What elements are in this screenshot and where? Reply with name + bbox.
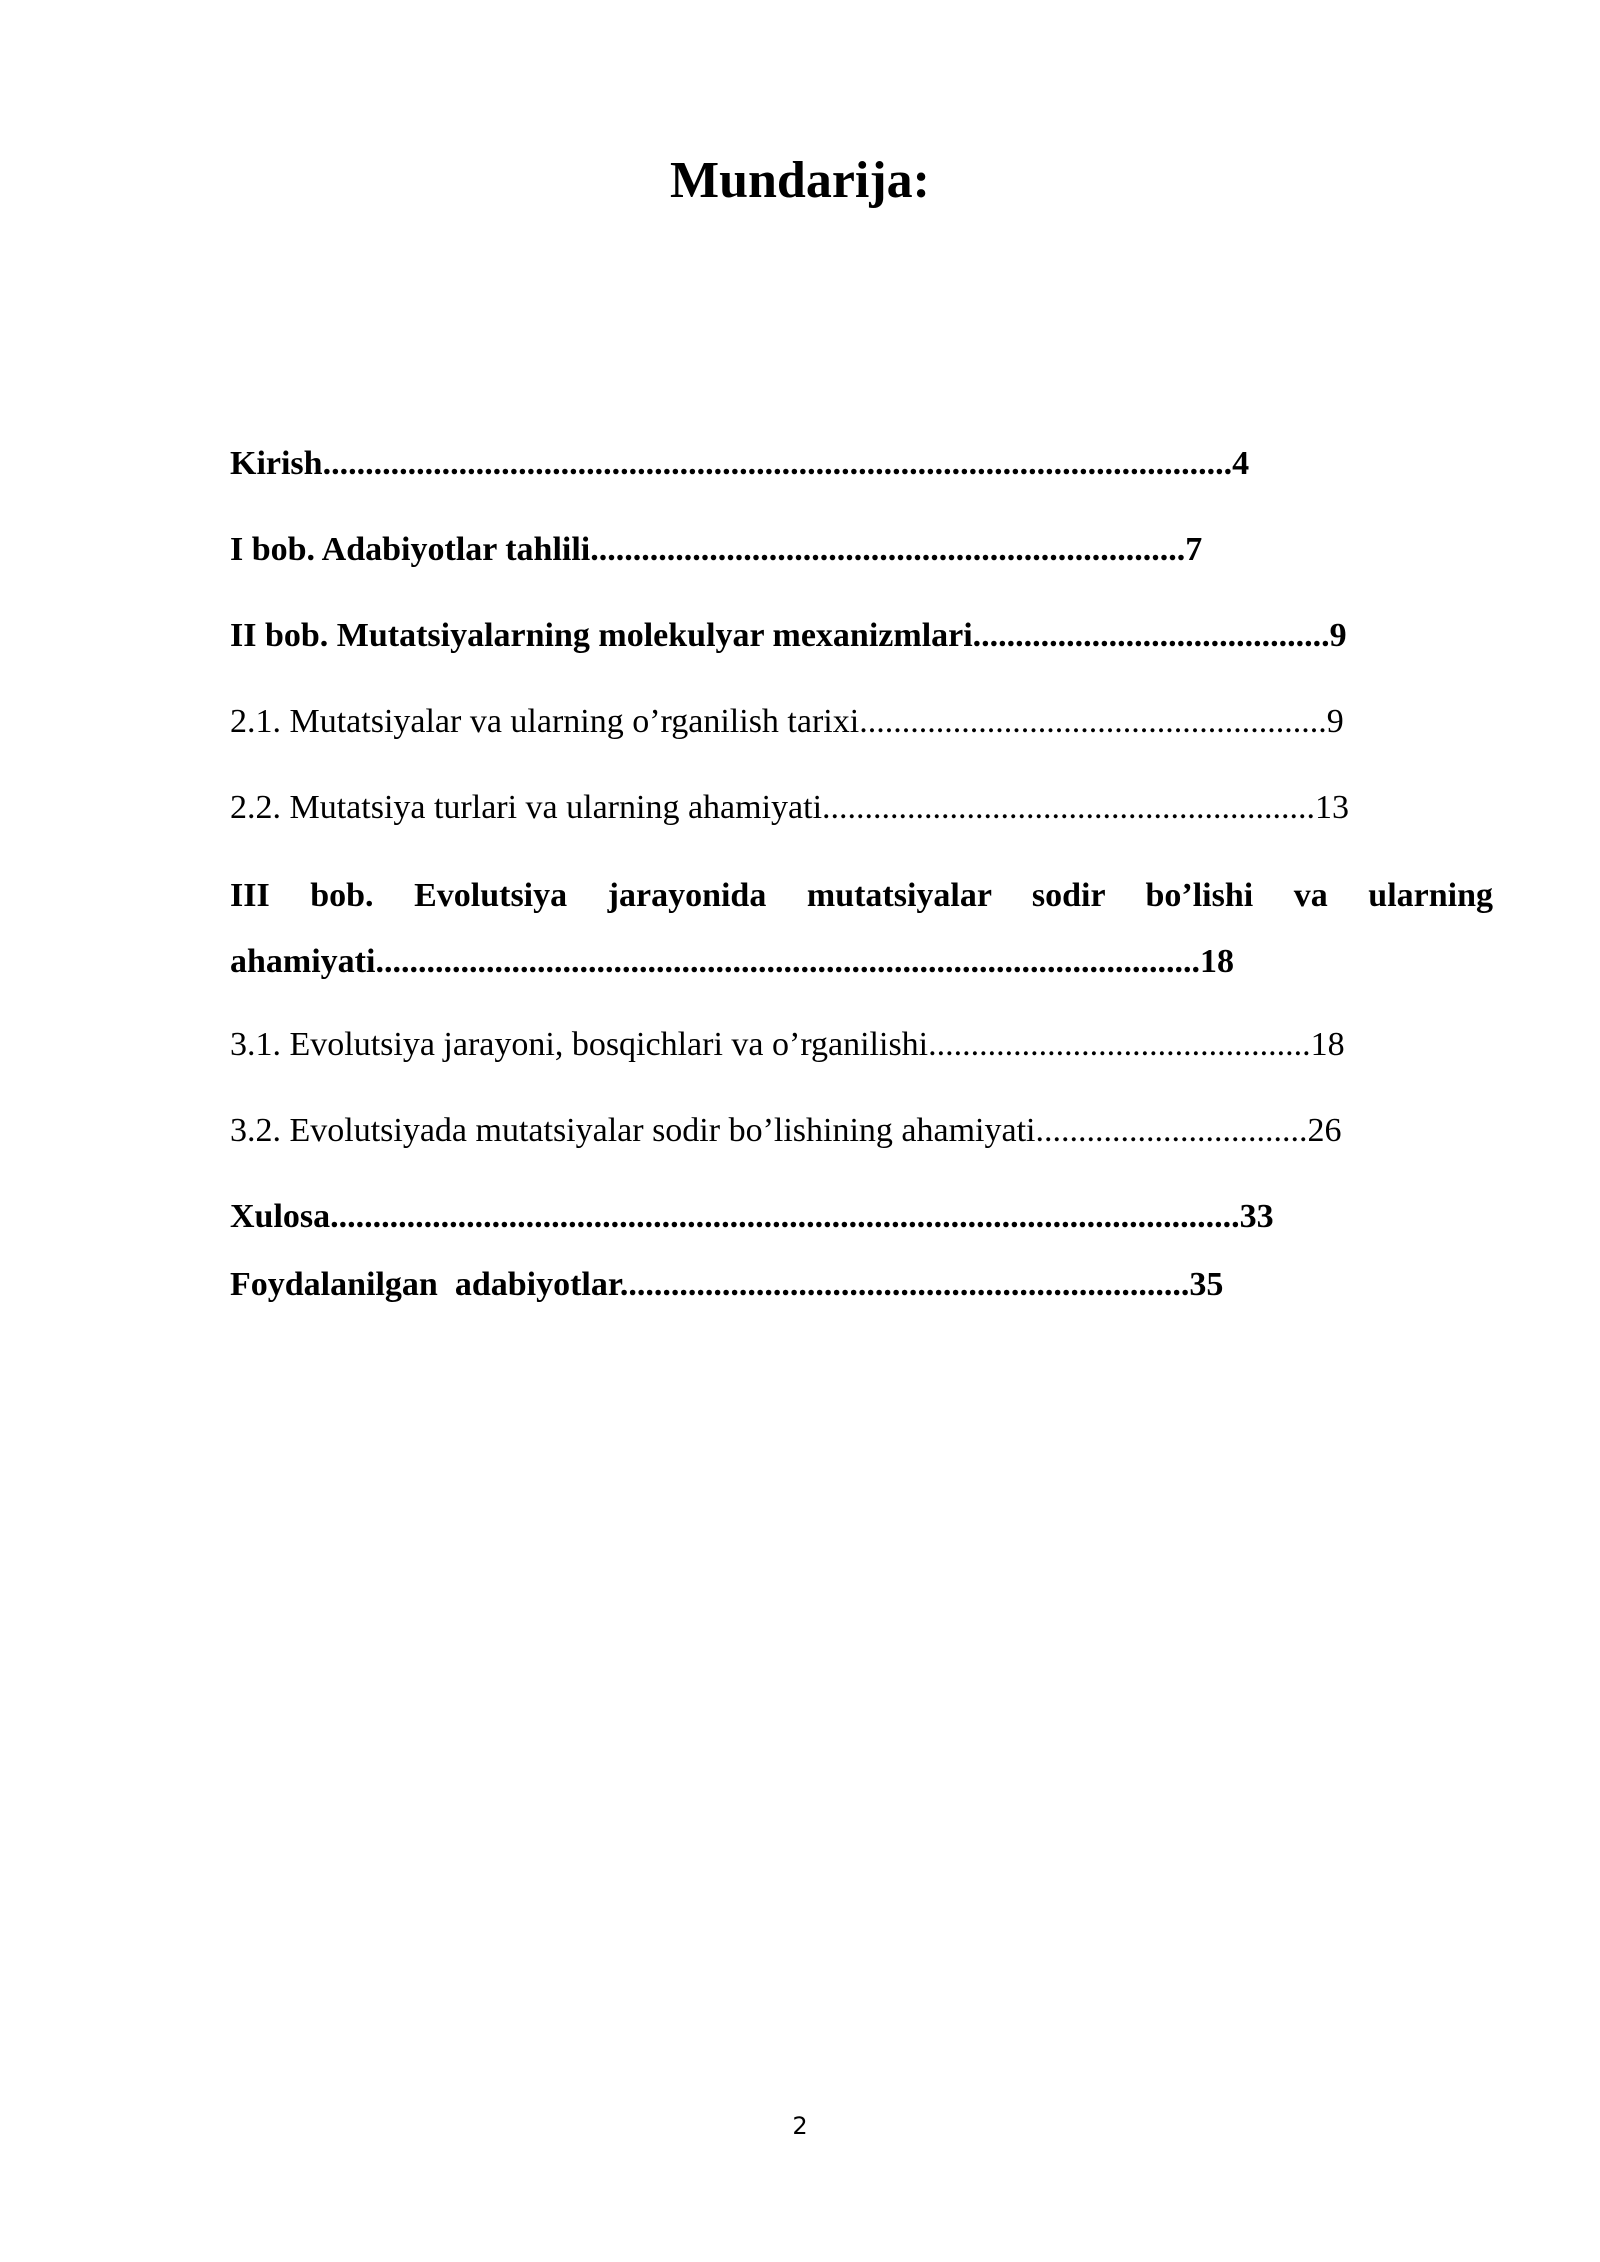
toc-leader-dots: ................................	[1035, 1112, 1308, 1149]
toc-entry-label: I bob. Adabiyotlar tahlili	[230, 531, 591, 568]
toc-page-number: 26	[1307, 1112, 1342, 1149]
toc-entry-label-line-2: ahamiyati	[230, 943, 376, 980]
toc-page-number: 33	[1239, 1198, 1274, 1235]
toc-leader-dots: .................................................................................................	[375, 943, 1200, 980]
toc-entry-section-3-2[interactable]	[230, 1111, 1341, 1151]
toc-page-number: 35	[1189, 1266, 1224, 1303]
toc-entry-label: 2.1. Mutatsiyalar va ularning o’rganilish tarixi	[230, 703, 860, 740]
toc-leader-dots: ......................................................................	[590, 531, 1186, 568]
toc-page-number: 9	[1329, 617, 1347, 654]
toc-page-number: 18	[1310, 1026, 1345, 1063]
toc-entry-section-2-2[interactable]	[230, 788, 1349, 828]
toc-leader-dots: ..........................................................	[822, 789, 1316, 826]
toc-entry-chapter-1[interactable]	[230, 530, 1202, 570]
toc-entry-label: II bob. Mutatsiyalarning molekulyar mexanizmlari	[230, 617, 973, 654]
toc-leader-dots: ...........................................................................................................	[330, 1198, 1240, 1235]
toc-page-number: 18	[1199, 943, 1234, 980]
toc-entry-xulosa[interactable]	[230, 1197, 1274, 1237]
toc-entry-label: 3.2. Evolutsiyada mutatsiyalar sodir bo’lishining ahamiyati	[230, 1112, 1036, 1149]
toc-entry-label: Xulosa	[230, 1198, 331, 1235]
toc-entry-label-line-2-row	[230, 929, 1493, 995]
toc-leader-dots: .......................................................	[859, 703, 1327, 740]
toc-entry-references[interactable]	[230, 1265, 1223, 1305]
toc-entry-section-3-1[interactable]	[230, 1025, 1345, 1065]
page-title: Mundarija:	[670, 152, 930, 209]
toc-page-number: 4	[1232, 445, 1250, 482]
toc-leader-dots: ..........................................	[972, 617, 1330, 654]
toc-entry-label: Kirish	[230, 445, 323, 482]
toc-entry-chapter-2[interactable]	[230, 616, 1347, 656]
page-number: 2	[792, 2112, 808, 2140]
toc-entry-chapter-3[interactable]	[230, 863, 1493, 995]
toc-leader-dots: ...................................................................	[619, 1266, 1190, 1303]
toc-entry-kirish[interactable]	[230, 444, 1249, 484]
toc-entry-label: 3.1. Evolutsiya jarayoni, bosqichlari va o’rganilishi	[230, 1026, 929, 1063]
toc-leader-dots: ...........................................................................................................	[322, 445, 1233, 482]
toc-entry-label: 2.2. Mutatsiya turlari va ularning ahamiyati	[230, 789, 823, 826]
toc-entry-label-line-1: III bob. Evolutsiya jarayonida mutatsiyalar sodir bo’lishi va ularning	[230, 877, 1493, 914]
toc-page-number: 7	[1185, 531, 1203, 568]
toc-entry-label: Foydalanilgan adabiyotlar	[230, 1266, 620, 1303]
toc-page-number: 13	[1315, 789, 1350, 826]
toc-leader-dots: .............................................	[928, 1026, 1311, 1063]
toc-page-number: 9	[1326, 703, 1344, 740]
toc-entry-section-2-1[interactable]	[230, 702, 1344, 742]
